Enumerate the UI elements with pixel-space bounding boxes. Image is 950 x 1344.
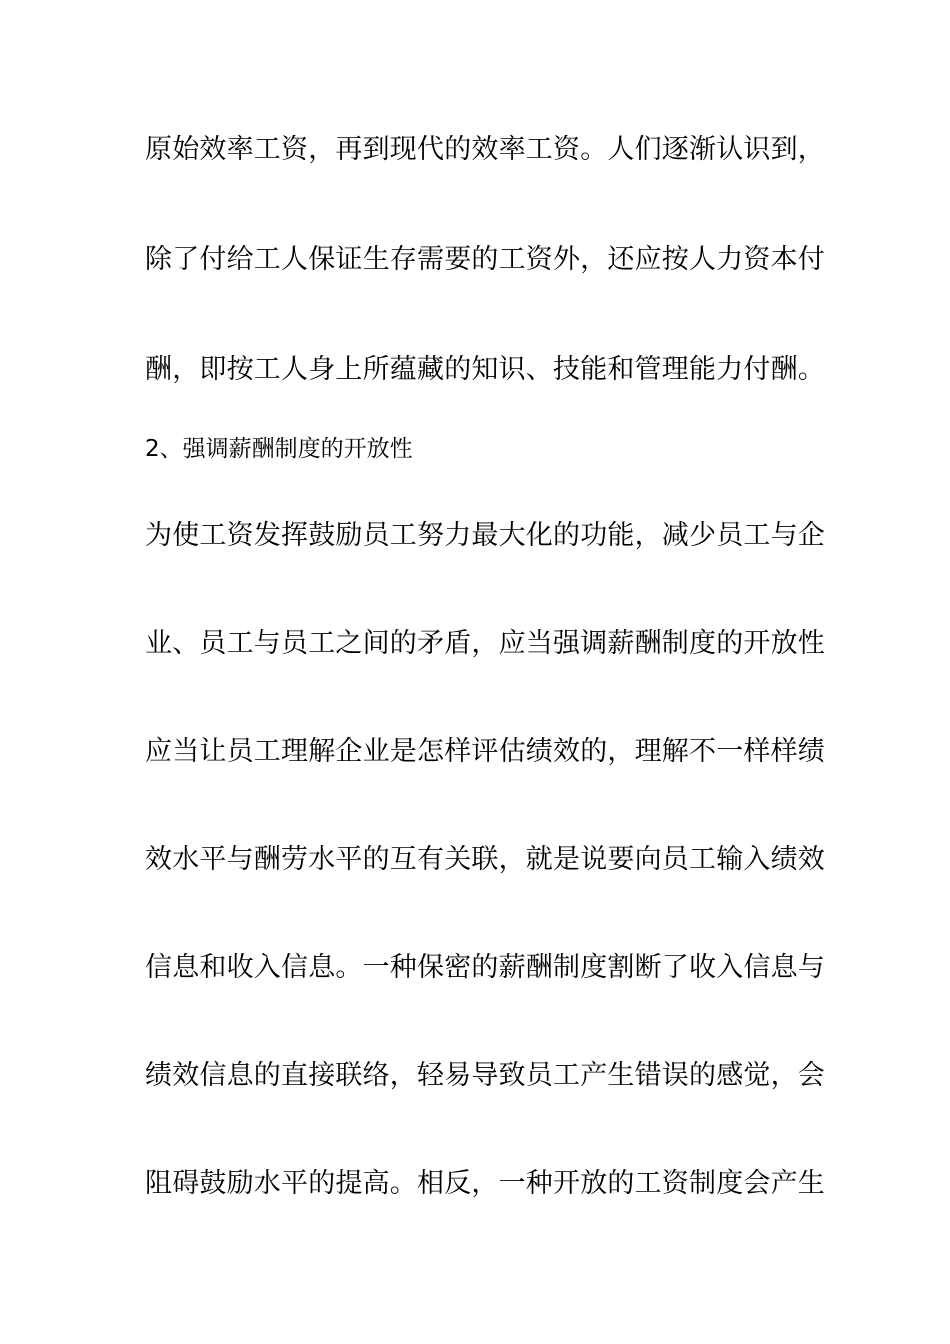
section-heading: 2、强调薪酬制度的开放性 [145,436,413,462]
paragraph-line-1: 原始效率工资，再到现代的效率工资。人们逐渐认识到， [145,134,825,165]
paragraph-line-2: 除了付给工人保证生存需要的工资外，还应按人力资本付 [145,244,825,275]
paragraph-line-4: 为使工资发挥鼓励员工努力最大化的功能，减少员工与企 [145,520,825,551]
paragraph-line-7: 效水平与酬劳水平的互有关联，就是说要向员工输入绩效 [145,844,825,875]
paragraph-line-9: 绩效信息的直接联络，轻易导致员工产生错误的感觉，会 [145,1060,825,1091]
paragraph-line-3: 酬，即按工人身上所蕴藏的知识、技能和管理能力付酬。 [145,354,825,385]
paragraph-line-6: 应当让员工理解企业是怎样评估绩效的，理解不一样样绩 [145,736,825,767]
paragraph-line-8: 信息和收入信息。一种保密的薪酬制度割断了收入信息与 [145,952,825,983]
paragraph-line-5: 业、员工与员工之间的矛盾，应当强调薪酬制度的开放性 [145,628,825,659]
paragraph-line-10: 阻碍鼓励水平的提高。相反，一种开放的工资制度会产生 [145,1168,825,1199]
